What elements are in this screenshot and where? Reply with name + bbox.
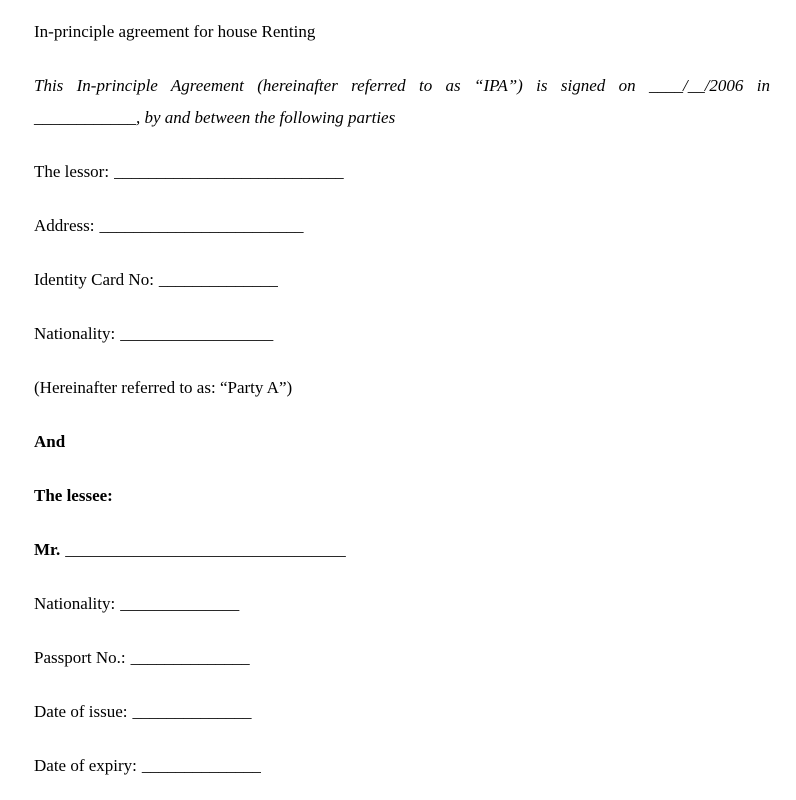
field-lessor xyxy=(34,156,770,188)
lessor-blank[interactable]: ___________________________ xyxy=(114,162,344,181)
field-date-of-expiry xyxy=(34,750,770,782)
field-address xyxy=(34,210,770,242)
field-mr xyxy=(34,534,770,566)
field-nationality-b xyxy=(34,588,770,620)
identity-card-blank[interactable]: ______________ xyxy=(158,270,278,289)
date-of-issue-label: Date of issue: xyxy=(34,702,128,721)
passport-label: Passport No.: xyxy=(34,648,126,667)
connector-and: And xyxy=(34,432,66,451)
identity-card-label: Identity Card No: xyxy=(34,270,154,289)
mr-label: Mr. xyxy=(34,540,61,559)
city-blank[interactable]: ____________ xyxy=(34,108,136,127)
passport-blank[interactable]: ______________ xyxy=(130,648,250,667)
date-of-issue-blank[interactable]: ______________ xyxy=(132,702,252,721)
intro-line-1: This In-principle Agreement (hereinafter referred to as “IPA”) is signed on ____/__/2006 in xyxy=(34,76,770,95)
intro-line-2 xyxy=(34,102,770,134)
address-label: Address: xyxy=(34,216,95,235)
mr-name-blank[interactable]: _________________________________ xyxy=(65,540,346,559)
date-of-expiry-label: Date of expiry: xyxy=(34,756,137,775)
field-passport xyxy=(34,642,770,674)
nationality-b-label: Nationality: xyxy=(34,594,116,613)
intro-line-2-text: , by and between the following parties xyxy=(136,108,396,127)
lessor-label: The lessor: xyxy=(34,162,110,181)
nationality-b-blank[interactable]: ______________ xyxy=(120,594,240,613)
lessee-heading: The lessee: xyxy=(34,486,113,505)
date-of-expiry-blank[interactable]: ______________ xyxy=(141,756,261,775)
nationality-a-label: Nationality: xyxy=(34,324,116,343)
field-identity-card xyxy=(34,264,770,296)
field-date-of-issue xyxy=(34,696,770,728)
nationality-a-blank[interactable]: __________________ xyxy=(120,324,274,343)
intro-paragraph xyxy=(34,70,770,134)
field-nationality-a xyxy=(34,318,770,350)
document-title: In-principle agreement for house Renting xyxy=(34,22,316,41)
address-blank[interactable]: ________________________ xyxy=(99,216,304,235)
party-a-note: (Hereinafter referred to as: “Party A”) xyxy=(34,378,293,397)
